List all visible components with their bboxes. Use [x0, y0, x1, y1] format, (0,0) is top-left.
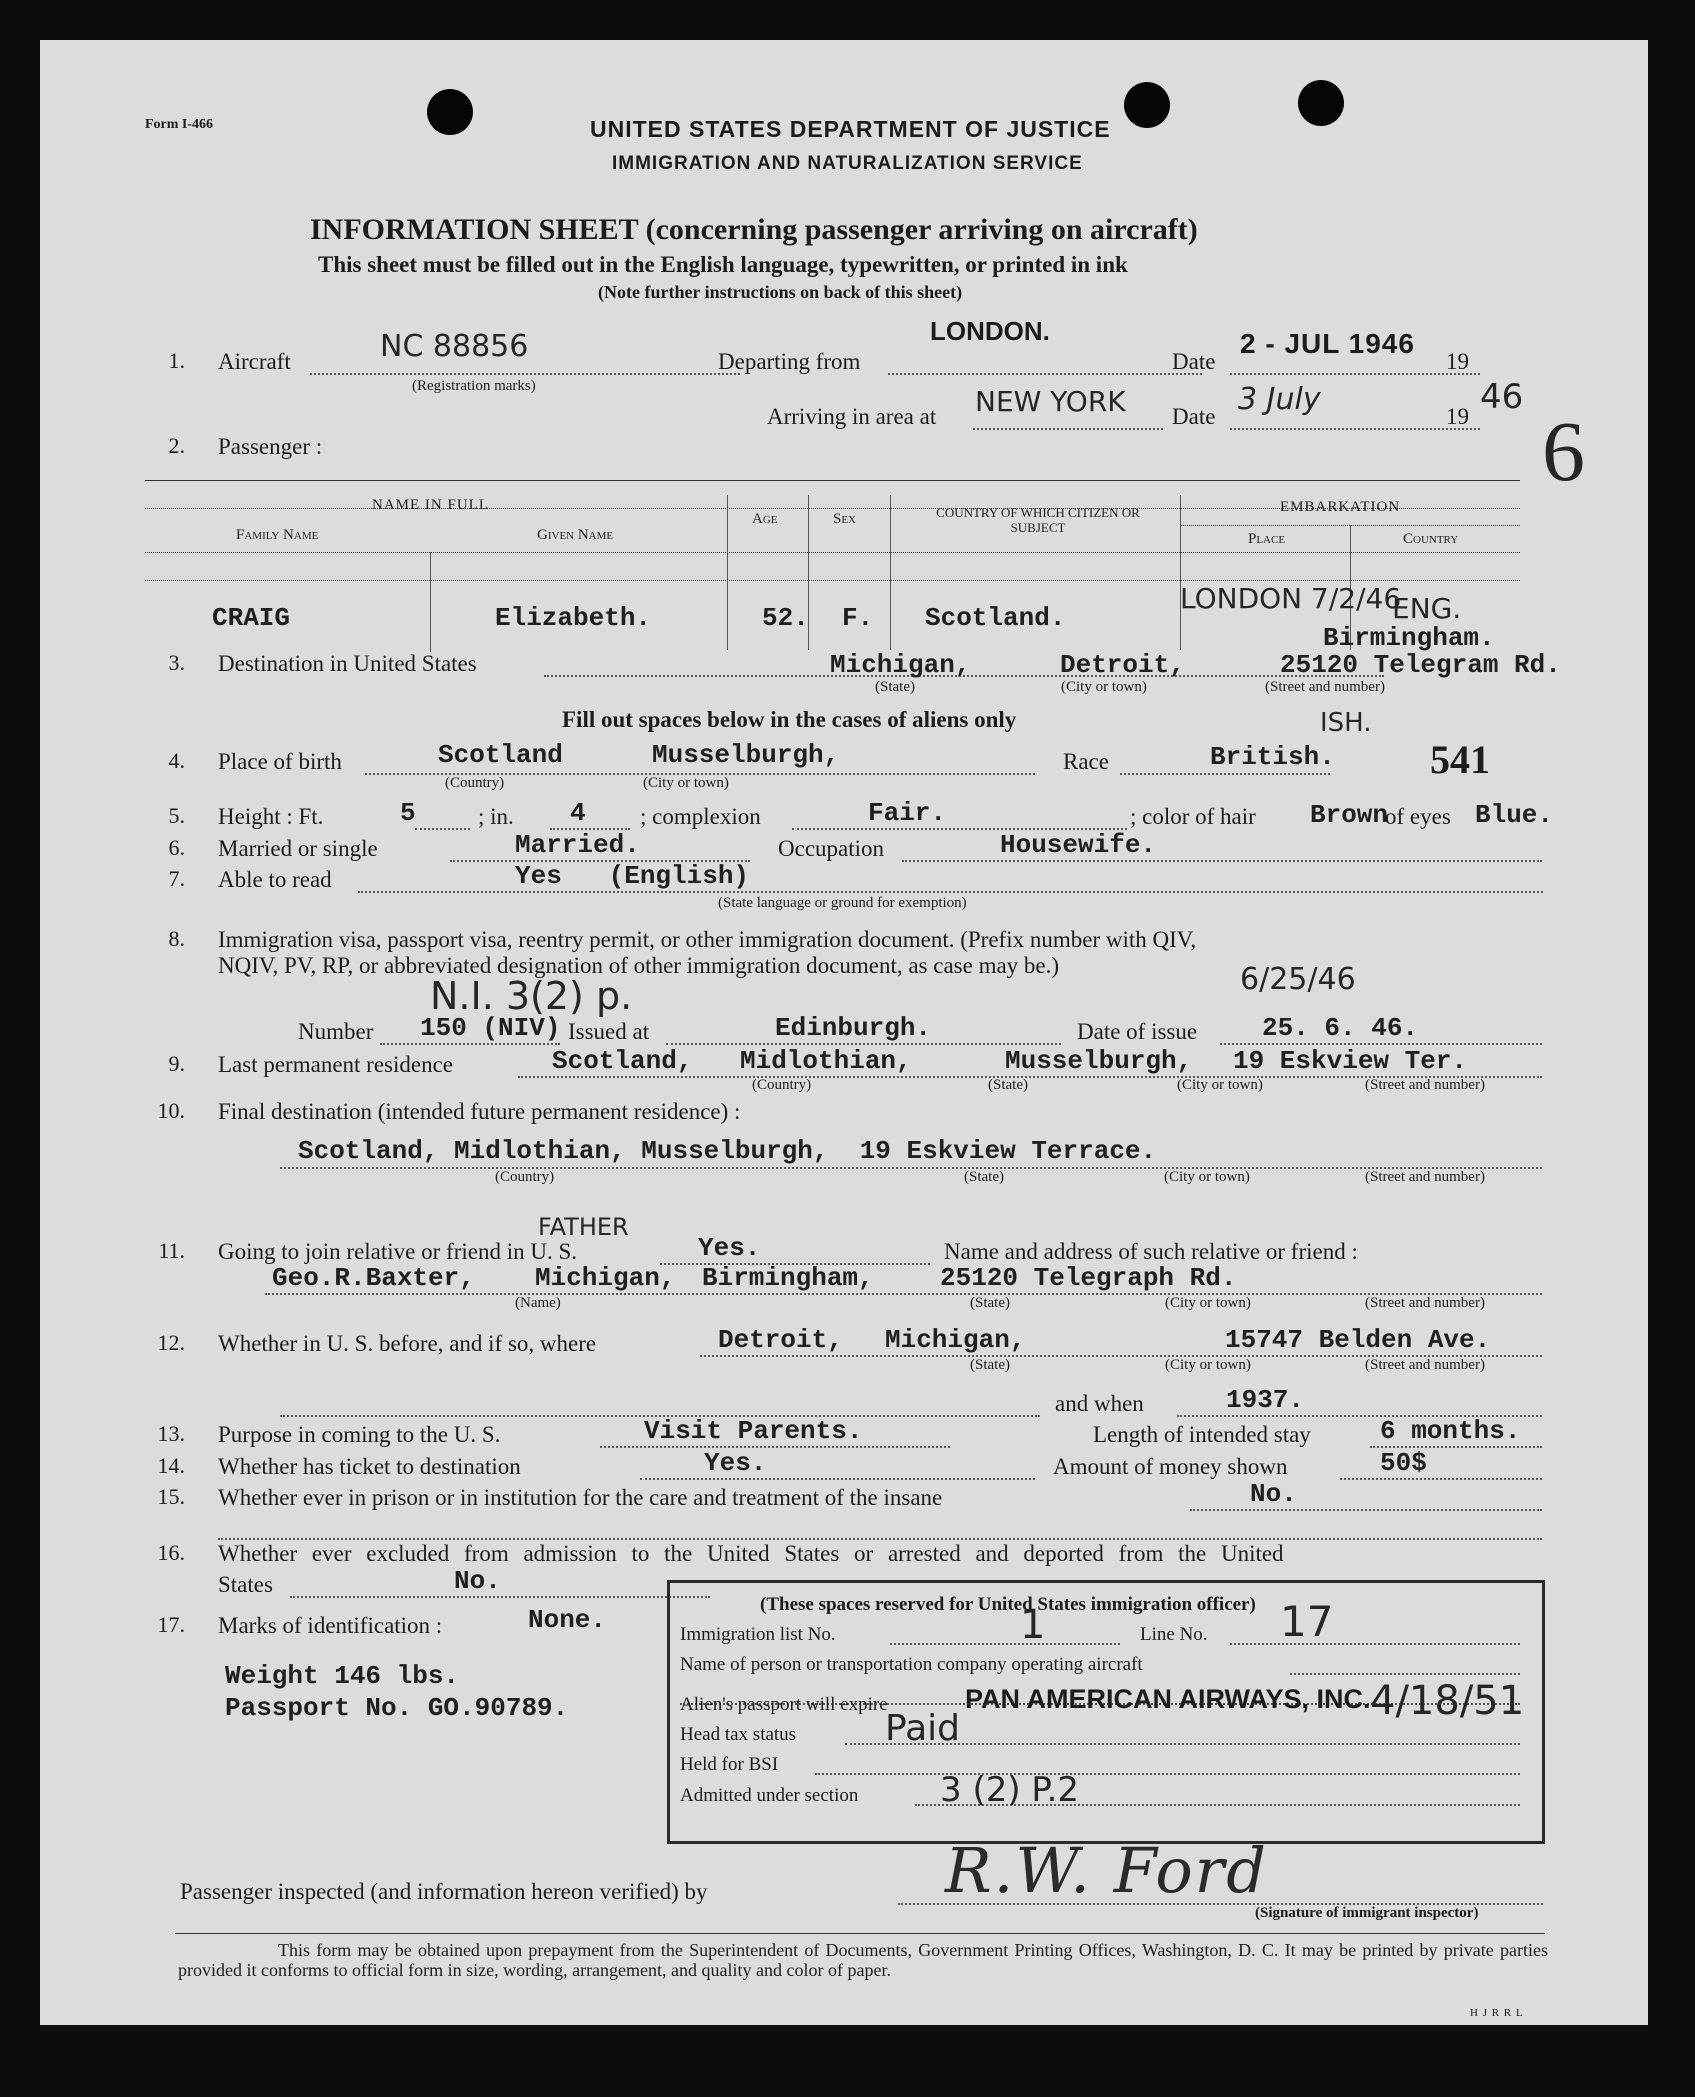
- passport-expiry-label: Alien's passport will expire: [680, 1694, 888, 1715]
- stay-length-label: Length of intended stay: [1093, 1422, 1311, 1447]
- inspector-signature: R.W. Ford: [945, 1834, 1268, 1907]
- immigration-document-text: NQIV, PV, RP, or abbreviated designation of other immigration document, as case may be.): [218, 953, 1060, 978]
- line-number-label: Line No.: [1140, 1624, 1208, 1645]
- citizenship-value: Scotland.: [925, 603, 1066, 633]
- marital-status-value: Married.: [515, 830, 640, 860]
- footer-text: This form may be obtained upon prepayment from the Superintendent of Documents, Government Printing Offices, Washington, D. C. It may be printed by private parties provided it conforms to official form in size, wording, arrangement, and quality and color of paper.: [178, 1940, 1548, 1980]
- caption: (Street and number): [1365, 1357, 1485, 1373]
- previous-visit-when-label: and when: [1055, 1391, 1144, 1416]
- identification-marks-label: Marks of identification :: [218, 1613, 443, 1638]
- name-in-full-header: NAME IN FULL: [372, 497, 489, 513]
- departure-date-stamp: 2 - JUL 1946: [1240, 328, 1415, 359]
- age-header: Age: [752, 511, 778, 527]
- destination-city: Detroit,: [1060, 650, 1185, 680]
- ticket-label: Whether has ticket to destination: [218, 1454, 521, 1479]
- previous-visit-street: 15747 Belden Ave.: [1225, 1325, 1491, 1355]
- arrival-date-value: 3 July: [1238, 382, 1321, 417]
- final-destination-label: Final destination (intended future permanent residence) :: [218, 1099, 741, 1124]
- document-number: 150 (NIV): [420, 1013, 561, 1043]
- join-relative-label: Going to join relative or friend in U. S.: [218, 1239, 577, 1264]
- caption: (City or town): [1177, 1077, 1263, 1093]
- line-number-value: 17: [1280, 1597, 1334, 1646]
- arriving-label: Arriving in area at: [767, 404, 937, 429]
- caption: (Name): [515, 1295, 561, 1311]
- excluded-text: Whether ever excluded from admission to the United States or arrested and deported from the United: [218, 1541, 1284, 1566]
- relative-city: Birmingham,: [702, 1263, 874, 1293]
- caption: (Street and number): [1265, 679, 1385, 695]
- weight-note: Weight 146 lbs.: [225, 1661, 460, 1691]
- caption: (City or town): [643, 775, 729, 791]
- arriving-value: NEW YORK: [975, 385, 1126, 418]
- caption: (State): [970, 1357, 1010, 1373]
- immigration-list-label: Immigration list No.: [680, 1624, 836, 1645]
- item-number: 17.: [157, 1612, 185, 1637]
- embarkation-header: EMBARKATION: [1280, 499, 1401, 515]
- destination-street: 25120 Telegram Rd.: [1280, 650, 1561, 680]
- head-tax-value: Paid: [885, 1708, 961, 1749]
- last-residence-label: Last permanent residence: [218, 1052, 453, 1077]
- caption: (City or town): [1165, 1295, 1251, 1311]
- aircraft-label: Aircraft: [218, 349, 291, 374]
- aliens-heading: Fill out spaces below in the cases of aliens only: [562, 707, 1017, 732]
- given-name-value: Elizabeth.: [495, 603, 652, 633]
- date-of-issue-label: Date of issue: [1077, 1019, 1198, 1044]
- ticket-value: Yes.: [704, 1448, 767, 1478]
- item-number: 16.: [157, 1540, 185, 1565]
- caption: (Street and number): [1365, 1295, 1485, 1311]
- purpose-value: Visit Parents.: [644, 1416, 863, 1446]
- race-label: Race: [1063, 749, 1109, 774]
- destination-city-above: Birmingham.: [1323, 623, 1495, 653]
- item-number: 5.: [168, 803, 185, 828]
- birth-city: Musselburgh,: [652, 740, 840, 770]
- previous-visit-state: Michigan,: [885, 1325, 1026, 1355]
- punch-hole: [1298, 80, 1344, 126]
- family-name-header: Family Name: [236, 527, 319, 543]
- destination-label: Destination in United States: [218, 651, 477, 676]
- item-number: 6.: [168, 835, 185, 860]
- passport-note: Passport No. GO.90789.: [225, 1693, 569, 1723]
- embarkation-country-value: ENG.: [1392, 592, 1462, 625]
- caption: (City or town): [1165, 1357, 1251, 1373]
- caption: (State): [875, 679, 915, 695]
- caption: (State): [988, 1077, 1028, 1093]
- identification-marks-value: None.: [528, 1605, 607, 1635]
- previous-visit-city: Detroit,: [718, 1325, 843, 1355]
- destination-state: Michigan,: [830, 650, 971, 680]
- item-number: 14.: [157, 1453, 185, 1478]
- issued-at-value: Edinburgh.: [775, 1013, 932, 1043]
- item-number: 8.: [168, 926, 185, 951]
- form-number: Form I-466: [145, 117, 214, 132]
- passenger-label: Passenger :: [218, 434, 323, 459]
- read-ability-value: Yes (English): [515, 861, 750, 891]
- given-name-header: Given Name: [537, 527, 614, 543]
- excluded-value: No.: [454, 1566, 501, 1596]
- head-tax-label: Head tax status: [680, 1724, 797, 1745]
- height-feet: 5: [400, 798, 416, 828]
- year-prefix: 19: [1446, 404, 1469, 429]
- previous-visit-label: Whether in U. S. before, and if so, where: [218, 1331, 597, 1356]
- item-number: 15.: [157, 1484, 185, 1509]
- passport-expiry-value: 4/18/51: [1370, 1678, 1525, 1724]
- information-sheet: [40, 40, 1648, 2025]
- last-residence-street: 19 Eskview Ter.: [1233, 1046, 1468, 1076]
- operator-stamp: PAN AMERICAN AIRWAYS, INC.: [965, 1684, 1371, 1714]
- stay-length-value: 6 months.: [1380, 1416, 1521, 1446]
- item-number: 7.: [168, 866, 185, 891]
- caption: (City or town): [1061, 679, 1147, 695]
- issued-at-label: Issued at: [568, 1019, 650, 1044]
- complexion-value: Fair.: [868, 798, 947, 828]
- item-number: 4.: [168, 748, 185, 773]
- money-label: Amount of money shown: [1053, 1454, 1288, 1479]
- family-name-value: CRAIG: [212, 603, 291, 633]
- document-handwritten-code: N.I. 3(2) p.: [430, 974, 633, 1018]
- relative-state: Michigan,: [535, 1263, 676, 1293]
- item-number: 2.: [168, 433, 185, 458]
- country-header: COUNTRY OF WHICH CITIZEN OR SUBJECT: [936, 505, 1140, 535]
- document-handwritten-date: 6/25/46: [1240, 962, 1356, 997]
- caption: (Country): [752, 1077, 812, 1093]
- age-value: 52.: [762, 603, 809, 633]
- item-number: 10.: [157, 1098, 185, 1123]
- item-number: 11.: [158, 1238, 185, 1263]
- occupation-value: Housewife.: [1000, 830, 1157, 860]
- last-residence-country: Scotland,: [552, 1046, 693, 1076]
- hair-color-value: Brown: [1310, 800, 1389, 830]
- marital-status-label: Married or single: [218, 836, 378, 861]
- admitted-section-label: Admitted under section: [680, 1785, 859, 1806]
- punch-hole: [427, 89, 473, 135]
- join-relative-value: Yes.: [698, 1233, 761, 1263]
- arrival-date-label: Date: [1172, 404, 1216, 429]
- year-prefix: 19: [1446, 349, 1469, 374]
- caption: (State language or ground for exemption): [718, 895, 967, 911]
- birth-country: Scotland: [438, 740, 563, 770]
- instruction-note: (Note further instructions on back of this sheet): [598, 282, 963, 302]
- prison-value: No.: [1250, 1479, 1297, 1509]
- item-number: 9.: [168, 1051, 185, 1076]
- caption: (Street and number): [1365, 1077, 1485, 1093]
- complexion-label: ; complexion: [640, 804, 761, 829]
- relative-handwritten-note: FATHER: [538, 1213, 629, 1241]
- caption: (Street and number): [1365, 1169, 1485, 1185]
- item-number: 3.: [168, 650, 185, 675]
- occupation-label: Occupation: [778, 836, 885, 861]
- relative-name: Geo.R.Baxter,: [272, 1263, 475, 1293]
- registration-caption: (Registration marks): [412, 378, 536, 394]
- departing-label: Departing from: [718, 349, 861, 374]
- embarkation-place-value: LONDON 7/2/46: [1180, 582, 1402, 615]
- relative-name-address-label: Name and address of such relative or friend :: [944, 1239, 1358, 1264]
- purpose-label: Purpose in coming to the U. S.: [218, 1422, 501, 1447]
- height-inches-label: ; in.: [478, 804, 514, 829]
- caption: (Country): [445, 775, 505, 791]
- departing-value: LONDON.: [930, 316, 1050, 346]
- hair-color-label: ; color of hair: [1130, 804, 1256, 829]
- caption: (State): [970, 1295, 1010, 1311]
- previous-visit-year: 1937.: [1226, 1385, 1305, 1415]
- department-title: UNITED STATES DEPARTMENT OF JUSTICE: [590, 116, 1111, 142]
- race-annotation: ISH.: [1320, 708, 1372, 738]
- country-col-header: Country: [1403, 531, 1459, 547]
- birthplace-label: Place of birth: [218, 749, 342, 774]
- item-number: 1.: [168, 348, 185, 373]
- final-destination-value: Scotland, Midlothian, Musselburgh, 19 Eskview Terrace.: [298, 1136, 1157, 1166]
- caption: (Country): [495, 1169, 555, 1185]
- height-inches: 4: [570, 798, 586, 828]
- sex-header: Sex: [833, 511, 857, 527]
- service-title: IMMIGRATION AND NATURALIZATION SERVICE: [612, 153, 1083, 174]
- race-code: 541: [1430, 737, 1490, 782]
- caption: (City or town): [1164, 1169, 1250, 1185]
- sheet-title: INFORMATION SHEET (concerning passenger arriving on aircraft): [310, 213, 1198, 246]
- immigration-list-value: 1: [1020, 1602, 1046, 1648]
- read-ability-label: Able to read: [218, 867, 332, 892]
- last-residence-city: Musselburgh,: [1005, 1046, 1193, 1076]
- punch-hole: [1124, 82, 1170, 128]
- inspected-label: Passenger inspected (and information hereon verified) by: [180, 1879, 708, 1904]
- bsi-label: Held for BSI: [680, 1754, 779, 1775]
- operator-label: Name of person or transportation company operating aircraft: [680, 1654, 1143, 1675]
- caption: (State): [964, 1169, 1004, 1185]
- last-residence-state: Midlothian,: [740, 1046, 912, 1076]
- race-value: British.: [1210, 742, 1335, 772]
- item-number: 13.: [157, 1421, 185, 1446]
- eye-color-value: Blue.: [1475, 800, 1554, 830]
- date-of-issue-value: 25. 6. 46.: [1262, 1013, 1419, 1043]
- relative-street: 25120 Telegraph Rd.: [940, 1263, 1237, 1293]
- departure-date-label: Date: [1172, 349, 1216, 374]
- sex-value: F.: [842, 603, 874, 633]
- officer-box: [667, 1580, 1545, 1844]
- instruction-line: This sheet must be filled out in the English language, typewritten, or printed in ink: [318, 252, 1128, 277]
- signature-caption: (Signature of immigrant inspector): [1255, 1905, 1479, 1921]
- officer-box-title: (These spaces reserved for United States immigration officer): [760, 1594, 1256, 1615]
- margin-mark: 6: [1542, 403, 1585, 499]
- eye-color-label: of eyes: [1385, 804, 1451, 829]
- arrival-year-value: 46: [1480, 377, 1524, 417]
- money-value: 50$: [1380, 1448, 1427, 1478]
- place-header: Place: [1248, 531, 1286, 547]
- document-number-label: Number: [298, 1019, 374, 1044]
- excluded-text: States: [218, 1572, 273, 1597]
- aircraft-registration: NC 88856: [380, 329, 529, 364]
- admitted-section-value: 3 (2) P.2: [940, 1770, 1080, 1810]
- print-code: H J R R L: [1470, 2007, 1524, 2019]
- immigration-document-text: Immigration visa, passport visa, reentry permit, or other immigration document. (Prefix number with QIV,: [218, 927, 1197, 952]
- prison-label: Whether ever in prison or in institution for the care and treatment of the insane: [218, 1485, 943, 1510]
- height-feet-label: Height : Ft.: [218, 804, 324, 829]
- item-number: 12.: [157, 1330, 185, 1355]
